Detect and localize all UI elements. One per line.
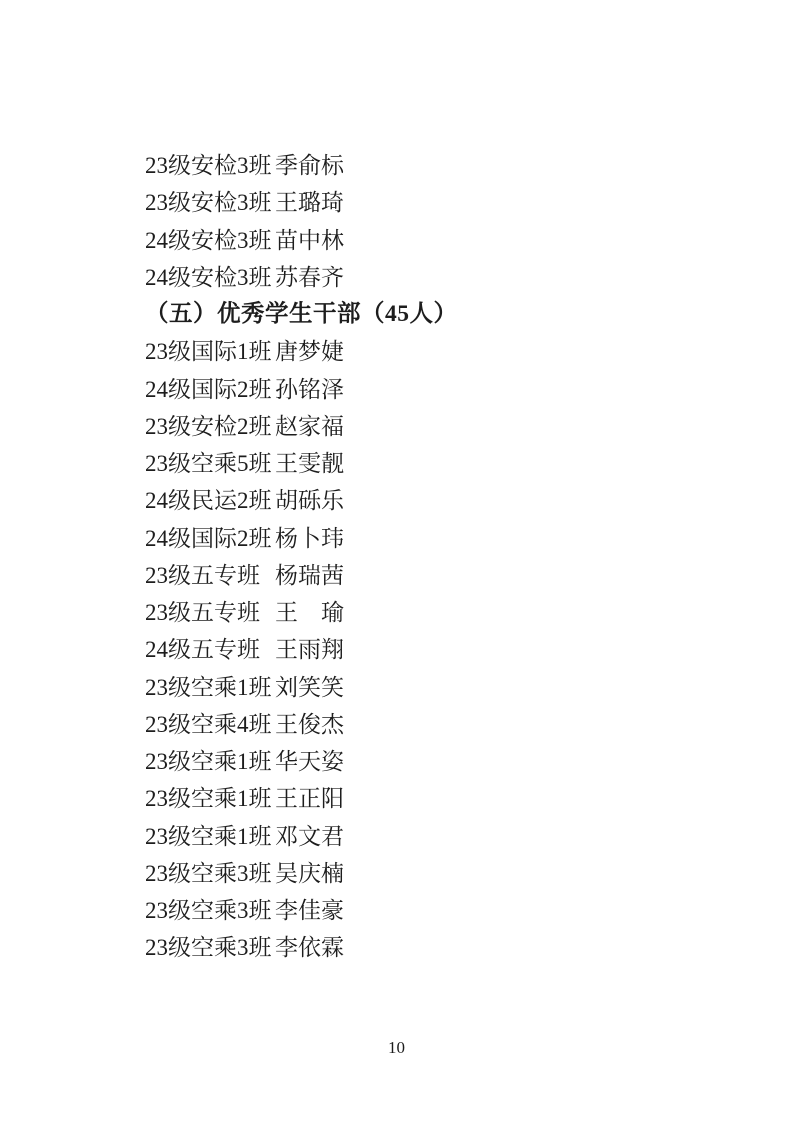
student-name: 王璐琦 [275,190,344,216]
class-label: 23级五专班 [145,562,260,588]
class-label: 24级国际2班 [145,525,272,551]
student-name: 王 瑜 [275,600,344,625]
class-label: 23级空乘1班 [145,823,272,849]
section-heading-text: （五）优秀学生干部（45人） [145,301,458,327]
class-label: 23级空乘5班 [145,451,272,476]
document-body [145,147,745,967]
student-entry-row [145,333,745,370]
student-name: 唐梦婕 [275,339,344,365]
student-name: 吴庆楠 [275,860,344,886]
student-name: 刘笑笑 [275,674,344,700]
class-label: 23级空乘1班 [145,674,272,700]
student-entry-row [145,706,745,743]
student-name: 王俊杰 [275,711,344,737]
student-name: 李佳豪 [275,898,344,923]
student-entry-row [145,743,745,780]
student-entry-row [145,184,745,221]
class-label: 24级安检3班 [145,227,272,253]
student-entry-row [145,445,745,482]
class-label: 23级空乘1班 [145,749,272,774]
class-label: 24级五专班 [145,637,260,663]
page-number: 10 [388,1038,405,1057]
student-name: 杨卜玮 [275,525,344,551]
class-label: 23级空乘3班 [145,898,272,923]
class-label: 24级安检3班 [145,264,272,290]
student-name: 邓文君 [275,823,344,849]
student-entry-row [145,557,745,594]
class-label: 23级空乘3班 [145,935,272,961]
student-name: 胡砾乐 [275,488,344,514]
class-label: 24级民运2班 [145,488,272,514]
student-entry-row [145,631,745,668]
student-name: 华天姿 [275,749,344,774]
class-label: 23级空乘1班 [145,786,272,812]
student-name: 孙铭泽 [275,376,344,402]
class-label: 23级国际1班 [145,339,272,365]
student-entry-row [145,669,745,706]
student-name: 赵家福 [275,413,344,439]
student-entry-row [145,482,745,519]
student-entry-row [145,408,745,445]
class-label: 23级安检3班 [145,153,272,178]
student-name: 苏春齐 [275,264,344,290]
student-entry-row [145,929,745,966]
student-entry-row [145,147,745,184]
student-name: 苗中林 [275,227,344,253]
student-name: 季俞标 [275,153,344,178]
class-label: 23级空乘3班 [145,860,272,886]
class-label: 23级安检3班 [145,190,272,216]
class-label: 24级国际2班 [145,376,272,402]
section-heading [145,296,745,333]
student-entry-row [145,371,745,408]
student-name: 王雨翔 [275,637,344,663]
class-label: 23级安检2班 [145,413,272,439]
student-name: 李依霖 [275,935,344,961]
class-label: 23级五专班 [145,600,260,625]
student-entry-row [145,780,745,817]
student-name: 王正阳 [275,786,344,812]
student-name: 王雯靓 [275,451,344,476]
student-entry-row [145,222,745,259]
student-entry-row [145,594,745,631]
student-entry-row [145,818,745,855]
student-entry-row [145,855,745,892]
student-entry-row [145,520,745,557]
student-name: 杨瑞茜 [275,562,344,588]
student-entry-row [145,892,745,929]
class-label: 23级空乘4班 [145,711,272,737]
student-entry-row [145,259,745,296]
